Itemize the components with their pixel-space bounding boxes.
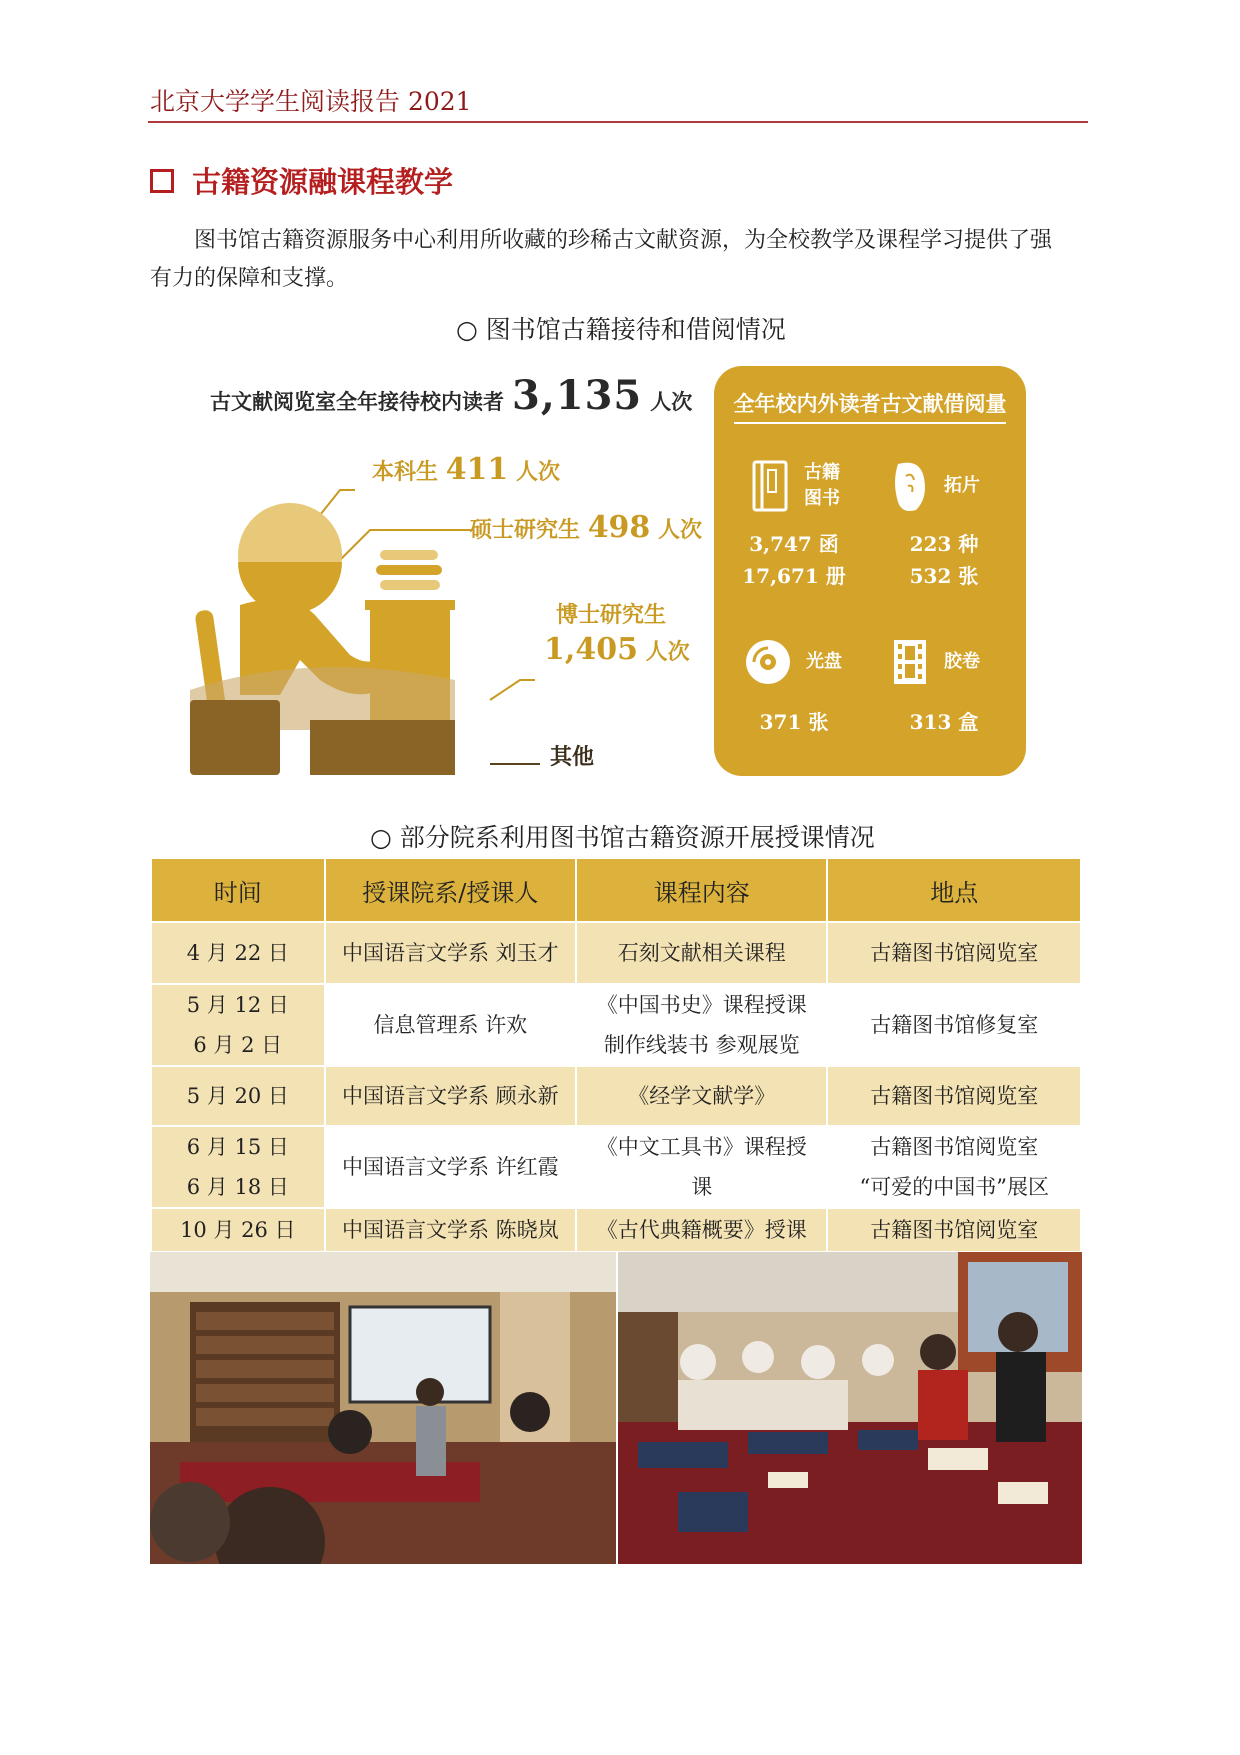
doctor-unit: 人次: [645, 639, 690, 665]
loan-item-books: [750, 458, 840, 514]
book-stack-1: [380, 550, 438, 560]
doctor-stat: [544, 632, 690, 667]
place-line: 古籍图书馆阅览室: [870, 1084, 1039, 1108]
table-header-row: [151, 858, 1081, 922]
rubbing-icon: [890, 458, 930, 514]
desk-base: [310, 720, 455, 775]
content-line: 石刻文献相关课程: [617, 941, 786, 965]
place-line: 古籍图书馆修复室: [870, 1013, 1039, 1037]
column-header-time: 时间: [151, 858, 325, 922]
undergraduate-label: 本科生: [372, 459, 439, 485]
master-stat: [470, 510, 702, 545]
reception-subheading: ○ 图书馆古籍接待和借阅情况: [456, 315, 786, 344]
date-line: 5 月 12 日: [186, 993, 289, 1017]
undergraduate-value: 411: [445, 452, 509, 487]
classroom-lecture-image: [150, 1252, 616, 1564]
report-header-title: 北京大学学生阅读报告 2021: [150, 87, 472, 116]
loan-books-volumes: 17,671 册: [742, 564, 846, 588]
content-line: 制作线装书 参观展览: [603, 1033, 800, 1057]
table-row: [151, 984, 1081, 1066]
place-line: 古籍图书馆阅览室: [870, 1135, 1039, 1159]
loan-books-label: [804, 460, 840, 512]
loan-item-rubbings: [890, 458, 980, 514]
cell-dept: 信息管理系 许欢: [325, 984, 576, 1066]
loan-panel-title: 全年校内外读者古文献借阅量: [733, 391, 1007, 416]
seat-block: [190, 700, 280, 775]
table-row: [151, 1066, 1081, 1126]
book-stack-3: [380, 580, 440, 590]
reading-room-unit: 人次: [650, 389, 693, 414]
cell-date: [151, 1208, 325, 1252]
table-row: [151, 1208, 1081, 1252]
cell-content: [576, 1126, 827, 1208]
loan-discs-count: 371 张: [759, 710, 829, 734]
loan-books-volumes-cases: 3,747 函: [749, 532, 839, 556]
date-line: 4 月 22 日: [186, 941, 289, 965]
place-line: “可爱的中国书”展区: [859, 1175, 1049, 1199]
loan-films-values: [884, 706, 1004, 738]
doctor-value: 1,405: [544, 632, 638, 667]
book-stack-2: [376, 565, 442, 575]
reading-room-value: 3,135: [512, 372, 643, 419]
classroom-lecture-photo: [150, 1252, 616, 1564]
content-line: 课: [691, 1175, 713, 1199]
loan-books-label-line2: 图书: [804, 488, 840, 509]
master-value: 498: [587, 510, 651, 545]
cell-dept: 中国语言文学系 许红霞: [325, 1126, 576, 1208]
cell-place: [827, 1066, 1081, 1126]
undergraduate-stat: [372, 452, 560, 487]
date-line: 6 月 2 日: [193, 1033, 283, 1057]
rare-books-viewing-photo: [618, 1252, 1082, 1564]
content-line: 《经学文献学》: [628, 1084, 776, 1108]
cell-dept: 中国语言文学系 顾永新: [325, 1066, 576, 1126]
loan-discs-label: 光盘: [806, 651, 842, 672]
column-header-content: 课程内容: [576, 858, 827, 922]
loan-panel-divider: [734, 422, 1006, 424]
date-line: 6 月 15 日: [186, 1135, 289, 1159]
loan-item-films: [890, 634, 980, 690]
rare-books-viewing-image: [618, 1252, 1082, 1564]
table-row: [151, 922, 1081, 984]
date-line: 6 月 18 日: [186, 1175, 289, 1199]
cell-content: [576, 1208, 827, 1252]
content-line: 《古代典籍概要》授课: [596, 1218, 807, 1242]
desk-top: [365, 600, 455, 610]
checkbox-square-icon: [150, 169, 174, 193]
content-line: 《中国书史》课程授课: [596, 993, 807, 1017]
cell-dept: 中国语言文学系 刘玉才: [325, 922, 576, 984]
header-divider: [148, 121, 1088, 123]
doctor-label: 博士研究生: [556, 602, 667, 628]
book-icon: [750, 458, 790, 514]
content-line: 《中文工具书》课程授: [596, 1135, 807, 1159]
loan-rubbings-kinds: 223 种: [909, 532, 979, 556]
undergraduate-unit: 人次: [515, 459, 560, 485]
master-label: 硕士研究生: [470, 517, 581, 543]
reading-room-label: 古文献阅览室全年接待校内读者: [210, 389, 504, 414]
loan-books-values: [734, 528, 854, 592]
leader-line-doctor: [490, 680, 535, 700]
loan-books-label-line1: 古籍: [804, 462, 840, 483]
cell-content: [576, 1066, 827, 1126]
cell-place: [827, 922, 1081, 984]
date-line: 10 月 26 日: [180, 1218, 296, 1242]
cell-dept: 中国语言文学系 陈晓岚: [325, 1208, 576, 1252]
loan-rubbings-label: 拓片: [944, 475, 980, 496]
cell-content: [576, 984, 827, 1066]
master-unit: 人次: [657, 517, 702, 543]
reading-room-stat: [210, 372, 692, 419]
cell-content: [576, 922, 827, 984]
cell-date: [151, 922, 325, 984]
cell-place: [827, 1208, 1081, 1252]
section-title: 古籍资源融课程教学: [192, 165, 454, 199]
column-header-dept: 授课院系/授课人: [325, 858, 576, 922]
loan-rubbings-values: [884, 528, 1004, 592]
table-row: [151, 1126, 1081, 1208]
disc-icon: [744, 634, 792, 690]
cell-place: [827, 1126, 1081, 1208]
courses-table: [150, 857, 1082, 1253]
other-label: 其他: [550, 744, 595, 770]
cell-date: [151, 1126, 325, 1208]
column-header-place: 地点: [827, 858, 1081, 922]
cell-date: [151, 984, 325, 1066]
loan-films-count: 313 盒: [909, 710, 979, 734]
film-icon: [890, 634, 930, 690]
section-heading: [150, 160, 453, 201]
place-line: 古籍图书馆阅览室: [870, 1218, 1039, 1242]
loan-rubbings-sheets: 532 张: [909, 564, 979, 588]
cell-date: [151, 1066, 325, 1126]
loan-item-discs: [744, 634, 842, 690]
courses-subheading: ○ 部分院系利用图书馆古籍资源开展授课情况: [370, 823, 875, 852]
place-line: 古籍图书馆阅览室: [870, 941, 1039, 965]
section-intro-paragraph: 图书馆古籍资源服务中心利用所收藏的珍稀古文献资源，为全校教学及课程学习提供了强有力的保障和支撑。: [150, 228, 1053, 291]
date-line: 5 月 20 日: [186, 1084, 289, 1108]
loan-discs-values: [734, 706, 854, 738]
loan-panel: [714, 366, 1026, 776]
loan-films-label: 胶卷: [944, 651, 980, 672]
cell-place: [827, 984, 1081, 1066]
